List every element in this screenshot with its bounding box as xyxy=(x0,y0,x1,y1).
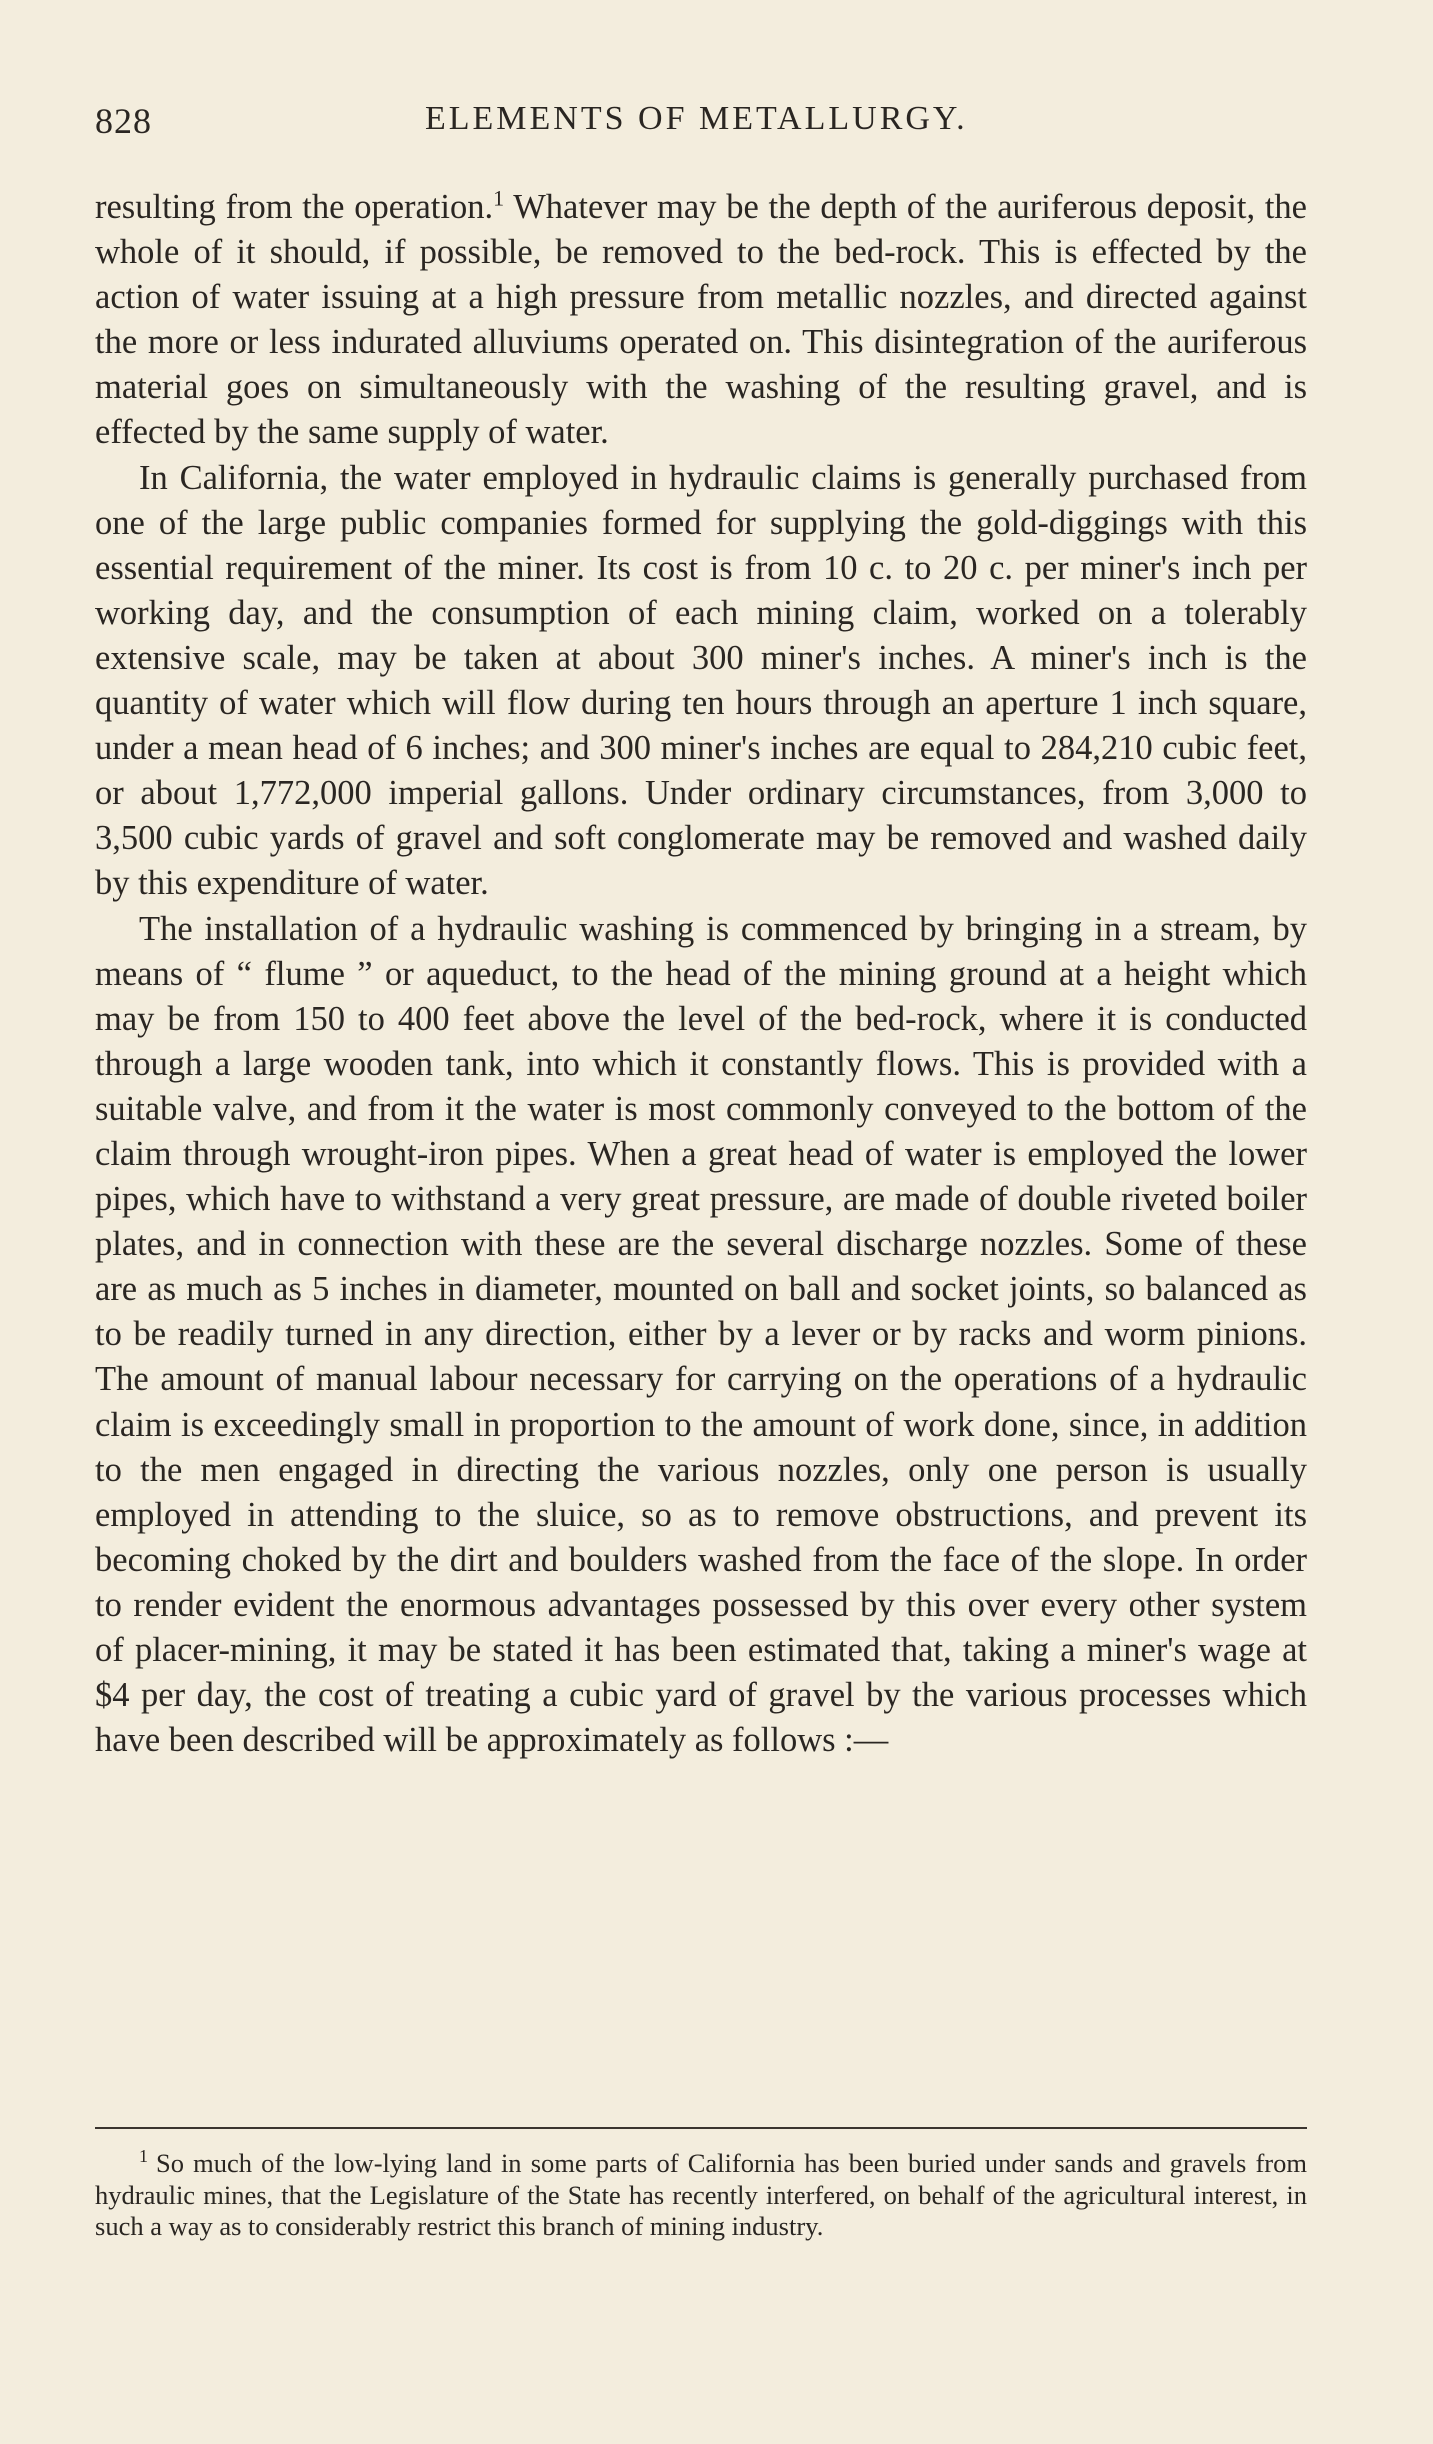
footnote-mark: 1 xyxy=(139,2146,148,2167)
paragraph-1-start: resulting from the operation. xyxy=(95,188,494,226)
footnote-divider xyxy=(95,2127,1307,2129)
body-text xyxy=(95,185,1307,1763)
paragraph-2: In California, the water employed in hydraulic claims is generally purchased from one of the large public companies formed for supplying the gold-diggings with this essential requirement of the miner. Its cost is from 10 c. to 20 c. per miner's inch per working day, and the consumption of each mining claim, worked on a tolerably extensive scale, may be taken at about 300 miner's inches. A miner's inch is the quantity of water which will flow during ten hours through an aperture 1 inch square, under a mean head of 6 inches; and 300 miner's inches are equal to 284,210 cubic feet, or about 1,772,000 imperial gallons. Under ordinary circumstances, from 3,000 to 3,500 cubic yards of gravel and soft conglomerate may be removed and washed daily by this expenditure of water. xyxy=(95,458,1307,903)
page-header xyxy=(95,100,1310,150)
footnote-text: So much of the low-lying land in some parts of California has been buried under sands and gravels from hydraulic mines, that the Legislature of the State has recently interfered, on behalf of the agricultural interest, in such a way as to considerably restrict this branch of mining industry. xyxy=(95,2148,1307,2241)
footnote-paragraph xyxy=(95,2148,1307,2243)
footnote-reference: 1 xyxy=(493,185,505,211)
paragraph-1-rest: Whatever may be the depth of the auriferous deposit, the whole of it should, if possible, be removed to the bed-rock. This is effected by the action of water issuing at a high pressure from metallic nozzles, and directed against the more or less indurated alluviums operated on. This disintegration of the auriferous material goes on simultaneously with the washing of the resulting gravel, and is effected by the same supply of water. xyxy=(95,188,1307,452)
footnote xyxy=(95,2148,1307,2243)
paragraph-3: The installation of a hydraulic washing is commenced by bringing in a stream, by means of “ flume ” or aqueduct, to the head of the mining ground at a height which may be from 150 to 400 feet above the level of the bed-rock, where it is conducted through a large wooden tank, into which it constantly flows. This is provided with a suitable valve, and from it the water is most commonly conveyed to the bottom of the claim through wrought-iron pipes. When a great head of water is employed the lower pipes, which have to withstand a very great pressure, are made of double riveted boiler plates, and in connection with these are the several discharge nozzles. Some of these are as much as 5 inches in diameter, mounted on ball and socket joints, so balanced as to be readily turned in any direction, either by a lever or by racks and worm pinions. The amount of manual labour necessary for carrying on the operations of a hydraulic claim is exceedingly small in proportion to the amount of work done, since, in addition to the men engaged in directing the various nozzles, only one person is usually employed in attending to the sluice, so as to remove obstructions, and prevent its becoming choked by the dirt and boulders washed from the face of the slope. In order to render evident the enormous advantages possessed by this over every other system of placer-mining, it may be stated it has been estimated that, taking a miner's wage at $4 per day, the cost of treating a cubic yard of gravel by the various processes which have been described will be approximately as follows :— xyxy=(95,909,1307,1760)
paragraph-1 xyxy=(95,185,1307,456)
running-title: ELEMENTS OF METALLURGY. xyxy=(425,100,968,137)
page-number: 828 xyxy=(95,101,152,141)
